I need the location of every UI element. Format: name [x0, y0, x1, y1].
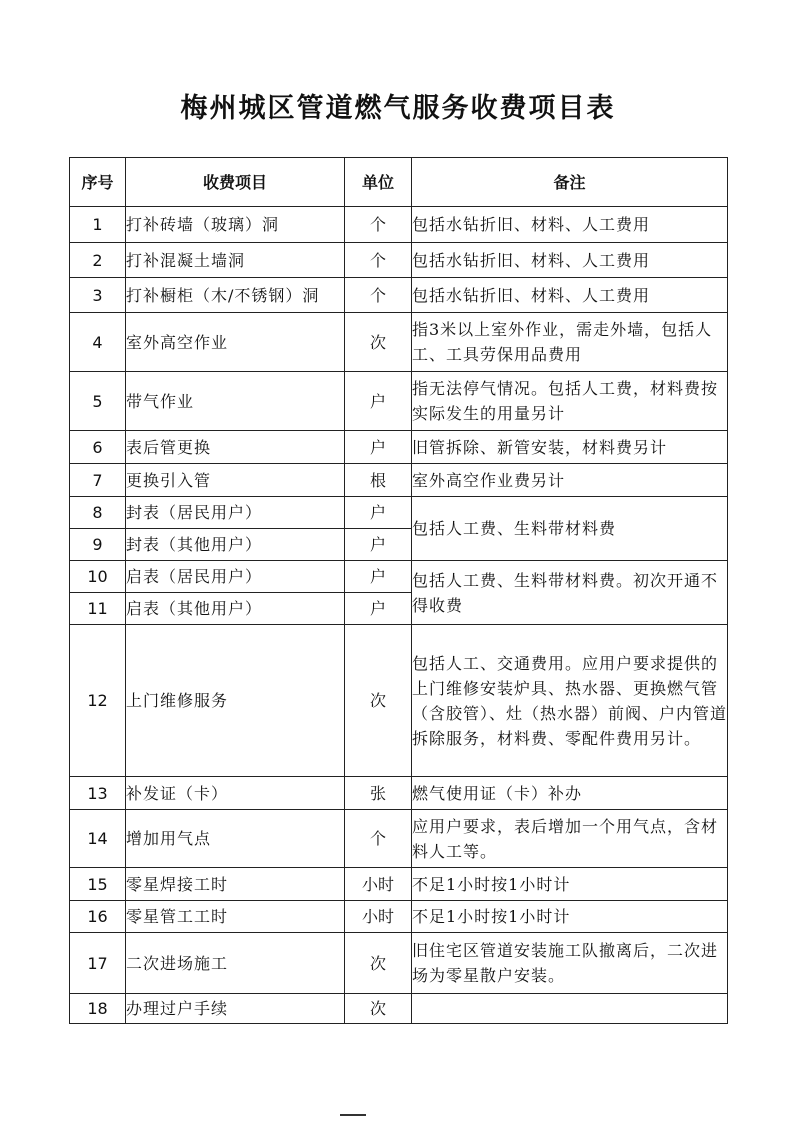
- row-unit: 户: [345, 561, 412, 593]
- fee-table: [69, 157, 728, 1024]
- row-note: 室外高空作业费另计: [412, 464, 728, 497]
- row-item: 封表（居民用户）: [126, 497, 345, 529]
- row-note: 燃气使用证（卡）补办: [412, 777, 728, 810]
- row-no: 11: [70, 593, 126, 625]
- row-no: 10: [70, 561, 126, 593]
- row-note: 指3米以上室外作业，需走外墙，包括人工、工具劳保用品费用: [412, 313, 728, 372]
- row-unit: 张: [345, 777, 412, 810]
- row-unit: 次: [345, 933, 412, 994]
- row-item: 上门维修服务: [126, 625, 345, 777]
- row-item: 带气作业: [126, 372, 345, 431]
- row-item: 表后管更换: [126, 431, 345, 464]
- table-row: [70, 777, 728, 810]
- row-note: 不足1小时按1小时计: [412, 901, 728, 933]
- row-item: 启表（居民用户）: [126, 561, 345, 593]
- row-item: 二次进场施工: [126, 933, 345, 994]
- row-no: 4: [70, 313, 126, 372]
- row-no: 16: [70, 901, 126, 933]
- table-row: [70, 207, 728, 243]
- row-no: 14: [70, 810, 126, 868]
- row-note: 指无法停气情况。包括人工费，材料费按实际发生的用量另计: [412, 372, 728, 431]
- row-item: 启表（其他用户）: [126, 593, 345, 625]
- row-no: 8: [70, 497, 126, 529]
- header-note: 备注: [412, 158, 728, 207]
- row-unit: 户: [345, 593, 412, 625]
- row-no: 13: [70, 777, 126, 810]
- table-row: [70, 497, 728, 529]
- row-no: 18: [70, 994, 126, 1024]
- table-row: [70, 464, 728, 497]
- row-item: 打补砖墙（玻璃）洞: [126, 207, 345, 243]
- row-note: 包括人工费、生料带材料费。初次开通不得收费: [412, 561, 728, 625]
- table-row: [70, 561, 728, 593]
- row-no: 2: [70, 243, 126, 278]
- row-no: 9: [70, 529, 126, 561]
- row-item: 办理过户手续: [126, 994, 345, 1024]
- table-row: [70, 901, 728, 933]
- table-row: [70, 868, 728, 901]
- table-row: [70, 431, 728, 464]
- header-unit: 单位: [345, 158, 412, 207]
- row-no: 15: [70, 868, 126, 901]
- row-unit: 个: [345, 278, 412, 313]
- table-row: [70, 810, 728, 868]
- row-note: 包括人工、交通费用。应用户要求提供的上门维修安装炉具、热水器、更换燃气管（含胶管）、灶（热水器）前阀、户内管道拆除服务，材料费、零配件费用另计。: [412, 625, 728, 777]
- row-note: 旧管拆除、新管安装，材料费另计: [412, 431, 728, 464]
- row-item: 增加用气点: [126, 810, 345, 868]
- row-unit: 个: [345, 810, 412, 868]
- row-item: 更换引入管: [126, 464, 345, 497]
- row-no: 1: [70, 207, 126, 243]
- row-unit: 次: [345, 994, 412, 1024]
- row-note: 包括水钻折旧、材料、人工费用: [412, 207, 728, 243]
- row-unit: 户: [345, 372, 412, 431]
- row-unit: 户: [345, 529, 412, 561]
- table-row: [70, 933, 728, 994]
- row-item: 封表（其他用户）: [126, 529, 345, 561]
- table-row: [70, 994, 728, 1024]
- row-unit: 小时: [345, 901, 412, 933]
- table-row: [70, 625, 728, 777]
- row-note: 包括水钻折旧、材料、人工费用: [412, 243, 728, 278]
- row-note: 包括人工费、生料带材料费: [412, 497, 728, 561]
- row-unit: 次: [345, 625, 412, 777]
- row-unit: 个: [345, 207, 412, 243]
- row-item: 零星焊接工时: [126, 868, 345, 901]
- row-note: 应用户要求，表后增加一个用气点，含材料人工等。: [412, 810, 728, 868]
- row-item: 打补混凝土墙洞: [126, 243, 345, 278]
- table-row: [70, 243, 728, 278]
- row-note: 不足1小时按1小时计: [412, 868, 728, 901]
- row-no: 12: [70, 625, 126, 777]
- table-header-row: [70, 158, 728, 207]
- row-item: 补发证（卡）: [126, 777, 345, 810]
- page-title: 梅州城区管道燃气服务收费项目表: [180, 93, 616, 124]
- table-row: [70, 278, 728, 313]
- row-no: 17: [70, 933, 126, 994]
- row-no: 5: [70, 372, 126, 431]
- row-unit: 个: [345, 243, 412, 278]
- row-no: 3: [70, 278, 126, 313]
- header-item: 收费项目: [126, 158, 345, 207]
- row-note: 旧住宅区管道安装施工队撤离后，二次进场为零星散户安装。: [412, 933, 728, 994]
- page-number-mark: [340, 1114, 366, 1116]
- row-unit: 户: [345, 497, 412, 529]
- row-item: 室外高空作业: [126, 313, 345, 372]
- row-unit: 小时: [345, 868, 412, 901]
- row-note: 包括水钻折旧、材料、人工费用: [412, 278, 728, 313]
- row-item: 零星管工工时: [126, 901, 345, 933]
- header-no: 序号: [70, 158, 126, 207]
- table-row: [70, 313, 728, 372]
- row-no: 7: [70, 464, 126, 497]
- row-unit: 根: [345, 464, 412, 497]
- table-row: [70, 372, 728, 431]
- row-item: 打补橱柜（木/不锈钢）洞: [126, 278, 345, 313]
- row-note: [412, 994, 728, 1024]
- row-no: 6: [70, 431, 126, 464]
- row-unit: 户: [345, 431, 412, 464]
- row-unit: 次: [345, 313, 412, 372]
